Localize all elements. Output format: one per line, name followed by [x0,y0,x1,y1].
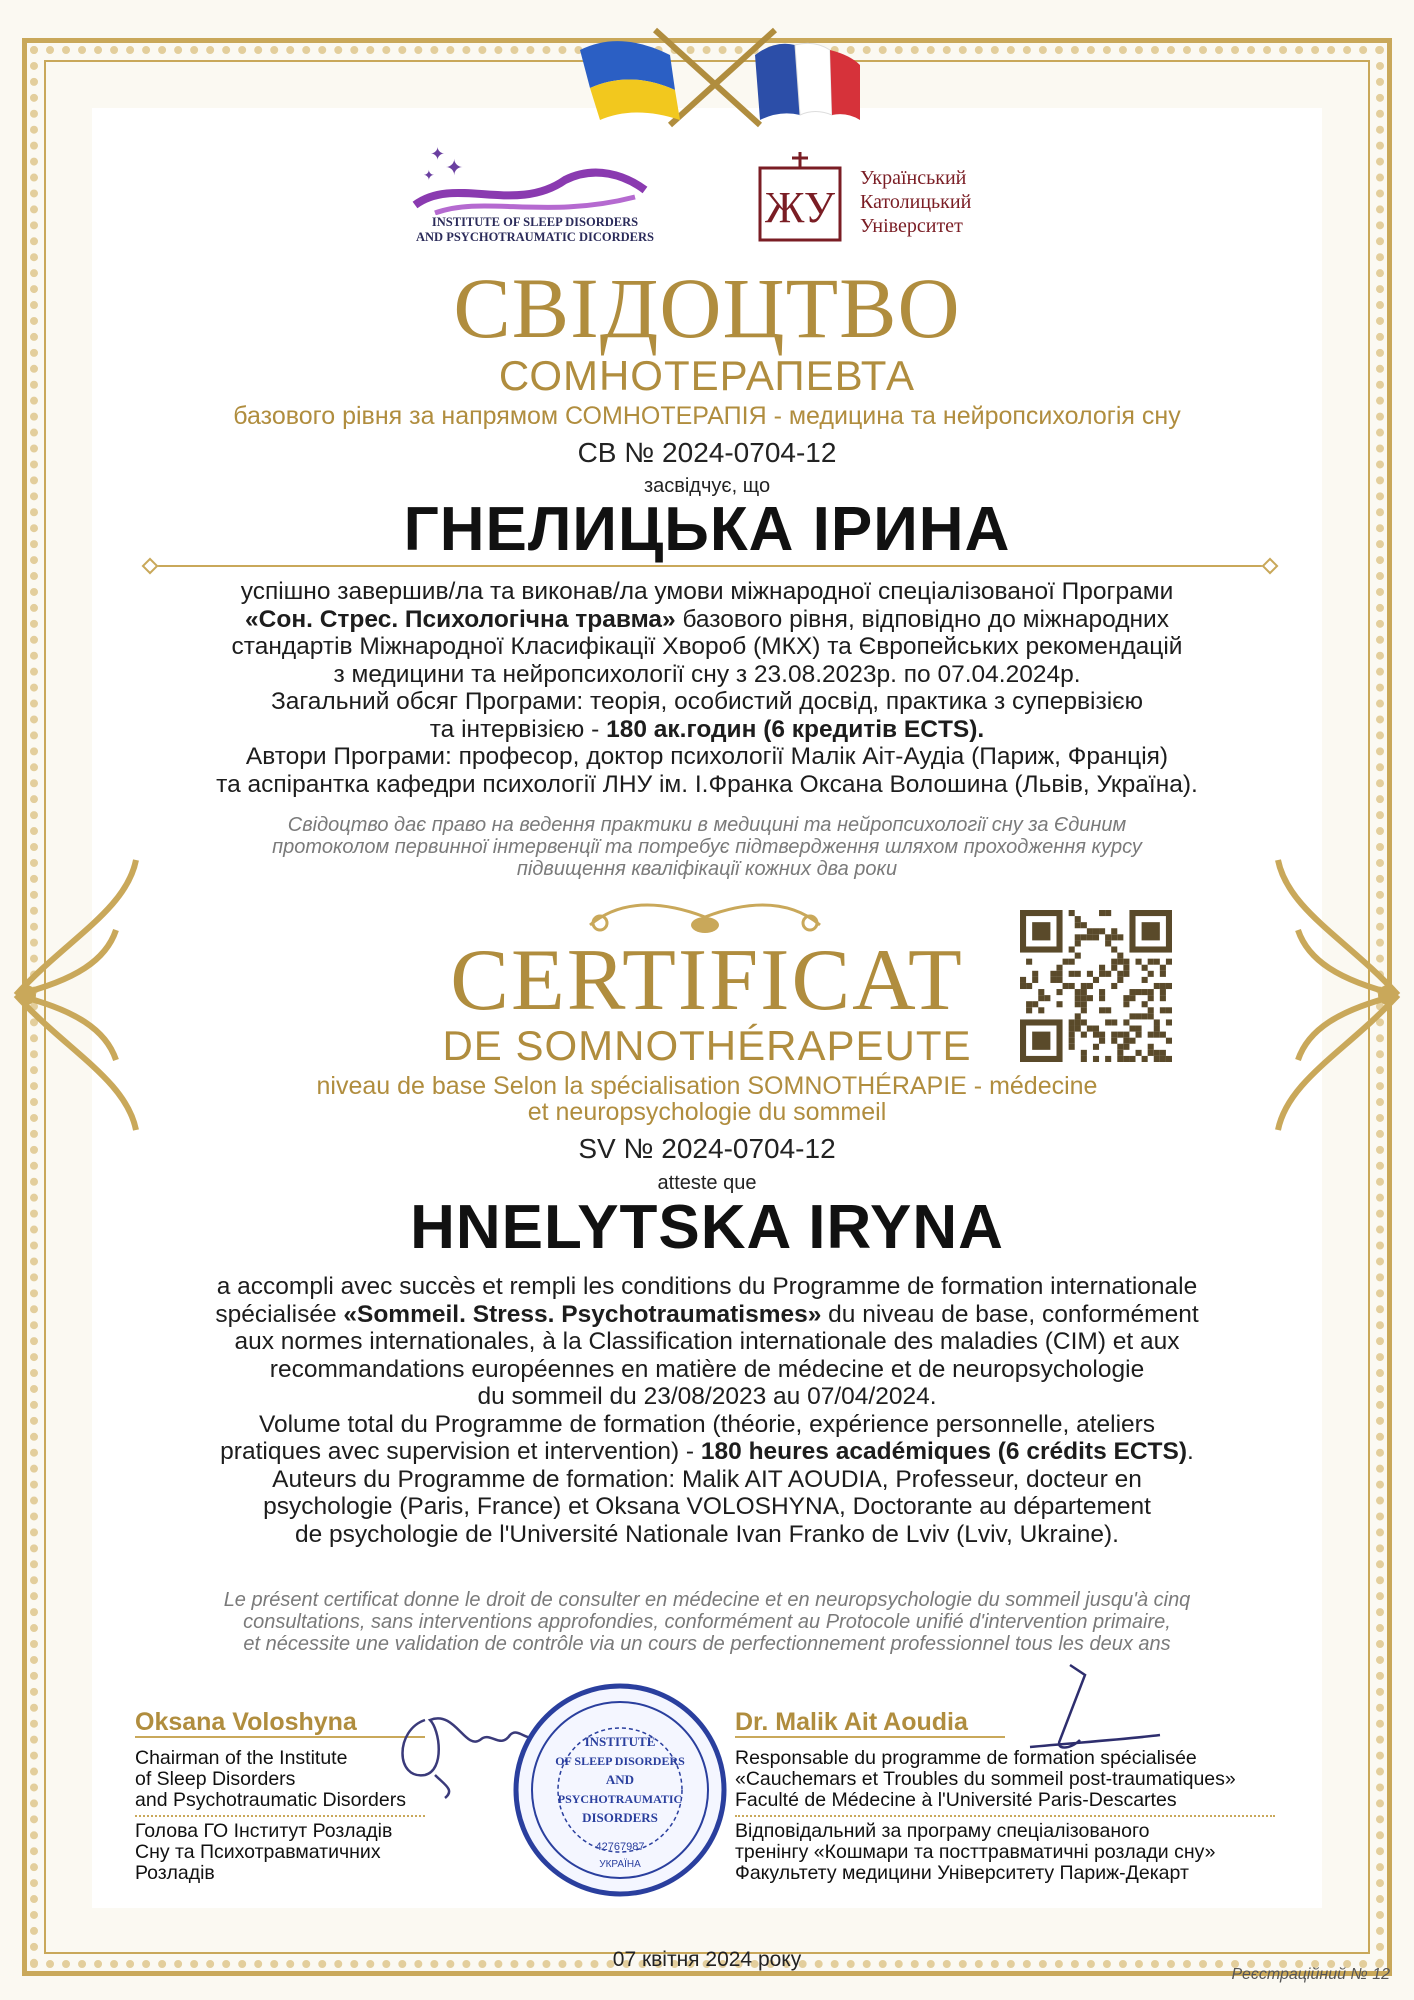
left-dotted-rule [135,1815,425,1817]
ua-body-line6-pre: та інтервізією - [429,715,607,743]
fr-body-line2-pre: spécialisée [215,1300,344,1328]
ua-note [0,814,1414,880]
fr-note [0,1589,1414,1655]
institute-logo [395,135,675,255]
seal-line4: PSYCHOTRAUMATIC [557,1792,683,1806]
crossed-flags-icon [560,20,870,130]
ucu-logo [752,150,1012,250]
left-role-line5: Сну та Психотравматичних [135,1841,381,1863]
seal-line1: INSTITUTE [584,1734,656,1749]
left-signatory-rule [135,1736,425,1738]
svg-text:ЖУ: ЖУ [765,183,835,232]
fr-title: CERTIFICAT [450,932,964,1029]
ucu-line2: Католицький [860,191,972,213]
fr-body-line4: recommandations européennes en matière de médecine et de neuropsychologie [269,1355,1145,1383]
fr-hours: 180 heures académiques (6 crédits ECTS) [700,1438,1188,1465]
right-role-line1: Responsable du programme de formation spécialisée [735,1747,1197,1769]
ua-body-line7: Автори Програми: професор, доктор психології Малік Аіт-Аудіа (Париж, Франція) [245,743,1169,770]
fr-body-line7 [0,1438,1414,1466]
fr-body [0,1273,1414,1548]
fr-body-line3: aux normes internationales, à la Classification internationale des maladies (CIM) et aux [234,1328,1180,1355]
fr-note-line1: Le présent certificat donne le droit de consulter en médecine et en neuropsychologie du sommeil jusqu'à cinq [223,1589,1191,1611]
left-role-line6: Розладів [135,1862,215,1884]
fr-note-line2: consultations, sans interventions approfondies, conformément au Protocole unifié d'intervention primaire, [243,1611,1171,1633]
ucu-line1: Український [860,167,967,189]
ua-body-line8: та аспірантка кафедри психології ЛНУ ім. І.Франка Оксана Волошина (Львів, Україна). [216,770,1198,798]
ua-body-line4: з медицини та нейропсихології сну з 23.08.2023р. по 07.04.2024р. [333,660,1081,688]
institute-wave-icon [395,135,675,215]
left-role-line3: and Psychotraumatic Disorders [135,1789,406,1811]
ua-recipient-name: ГНЕЛИЦЬКА ІРИНА [403,495,1011,564]
registration-number: Реєстраційний № 12 [1231,1966,1390,1983]
ua-body-line1: успішно завершив/ла та виконав/ла умови міжнародної спеціалізованої Програми [240,578,1174,605]
fr-program-name: «Sommeil. Stress. Psychotraumatismes» [343,1300,822,1328]
right-signatory [735,1708,1295,1884]
ua-divider [150,565,1270,567]
institute-caption-line1: INSTITUTE OF SLEEP DISORDERS [431,215,639,229]
left-role-line2: of Sleep Disorders [135,1768,296,1790]
ua-level: базового рівня за напрямом СОМНОТЕРАПІЯ - медицина та нейропсихологія сну [233,402,1181,430]
right-role-line4: Відповідальний за програму спеціалізованого [735,1820,1150,1842]
ua-body-line5: Загальний обсяг Програми: теорія, особистий досвід, практика з супервізією [270,688,1144,715]
ua-note-line3: підвищення кваліфікації кожних два роки [516,858,898,880]
svg-text:✦: ✦ [445,155,464,180]
fr-attests: atteste que [657,1172,757,1194]
seal-code: 42767987 [595,1841,645,1853]
ua-note-line1: Свідоцтво дає право на ведення практики в медицині та нейропсихології сну за Єдиним [287,814,1127,836]
ua-program-name: «Сон. Стрес. Психологічна травма» [245,605,676,633]
seal-line3: AND [605,1772,635,1787]
right-role-line3: Faculté de Médecine à l'Université Paris-Descartes [735,1789,1177,1811]
ucu-line3: Університет [860,215,963,237]
ua-title: СВІДОЦТВО [453,260,961,356]
fr-subtitle: DE SOMNOTHÉRAPEUTE [442,1022,972,1069]
seal-line2: OF SLEEP DISORDERS [555,1754,685,1768]
right-dotted-rule [735,1815,1275,1817]
fr-level-line1: niveau de base Selon la spécialisation SOMNOTHÉRAPIE - médecine [316,1072,1098,1100]
fr-body-line7-rest: . [1187,1438,1194,1465]
fr-body-line6: Volume total du Programme de formation (théorie, expérience personnelle, ateliers [258,1410,1156,1438]
ua-body [0,578,1414,798]
ucu-emblem-icon [752,150,847,245]
ua-body-line6 [0,716,1414,744]
fr-body-line2 [0,1301,1414,1329]
right-role-line6: Факультету медицини Університету Париж-Декарт [735,1862,1189,1884]
fr-number: SV № 2024-0704-12 [578,1133,836,1164]
ua-body-line3: стандартів Міжнародної Класифікації Хвороб (МКХ) та Європейських рекомендацій [231,633,1183,660]
ua-body-line2-rest: базового рівня, відповідно до міжнародних [675,605,1169,633]
seal-line5: DISORDERS [582,1810,658,1825]
fr-body-line8: Auteurs du Programme de formation: Malik AIT AOUDIA, Professeur, docteur en [272,1465,1142,1493]
fr-recipient-name: HNELYTSKA IRYNA [410,1193,1004,1262]
fr-level-line2: et neuropsychologie du sommeil [527,1098,887,1126]
left-role-line4: Голова ГО Інститут Розладів [135,1820,393,1842]
svg-text:✦: ✦ [423,167,435,183]
right-signatory-name: Dr. Malik Ait Aoudia [735,1708,968,1736]
fr-body-line5: du sommeil du 23/08/2023 au 07/04/2024. [477,1383,937,1410]
ua-subtitle: СОМНОТЕРАПЕВТА [498,352,916,399]
fr-body-line10: de psychologie de l'Université Nationale Ivan Franko de Lviv (Lviv, Ukraine). [294,1520,1119,1548]
left-role-line1: Chairman of the Institute [135,1747,348,1769]
ua-number: СВ № 2024-0704-12 [577,437,837,468]
institute-seal-icon [510,1680,730,1900]
svg-text:✦: ✦ [430,144,446,164]
fr-body-line2-rest: du niveau de base, conformément [821,1300,1199,1328]
right-role-line5: тренінгу «Кошмари та посттравматичні розлади сну» [735,1841,1216,1863]
left-signatory-name: Oksana Voloshyna [135,1708,357,1736]
institute-caption-line2: AND PSYCHOTRAUMATIC DICORDERS [416,230,654,244]
ua-attests: засвідчує, що [643,475,771,497]
right-signatory-rule [735,1736,1005,1738]
fr-level [0,1073,1414,1125]
fr-body-line9: psychologie (Paris, France) et Oksana VOLOSHYNA, Doctorante au département [263,1493,1151,1520]
ua-body-line2 [0,606,1414,634]
fr-body-line1: a accompli avec succès et rempli les conditions du Programme de formation internationale [216,1273,1198,1300]
ua-hours: 180 ак.годин (6 кредитів ECTS). [606,715,985,743]
fr-note-line3: et nécessite une validation de contrôle via un cours de perfectionnement professionnel tous les deux ans [243,1633,1171,1655]
issue-date: 07 квітня 2024 року [612,1948,802,1971]
right-role-line2: «Cauchemars et Troubles du sommeil post-traumatiques» [735,1768,1236,1790]
fr-body-line7-pre: pratiques avec supervision et intervention) - [220,1438,701,1465]
seal-country: УКРАЇНА [599,1859,641,1870]
ua-note-line2: протоколом первинної інтервенції та потребує підтвердження шляхом проходження курсу [272,836,1142,858]
